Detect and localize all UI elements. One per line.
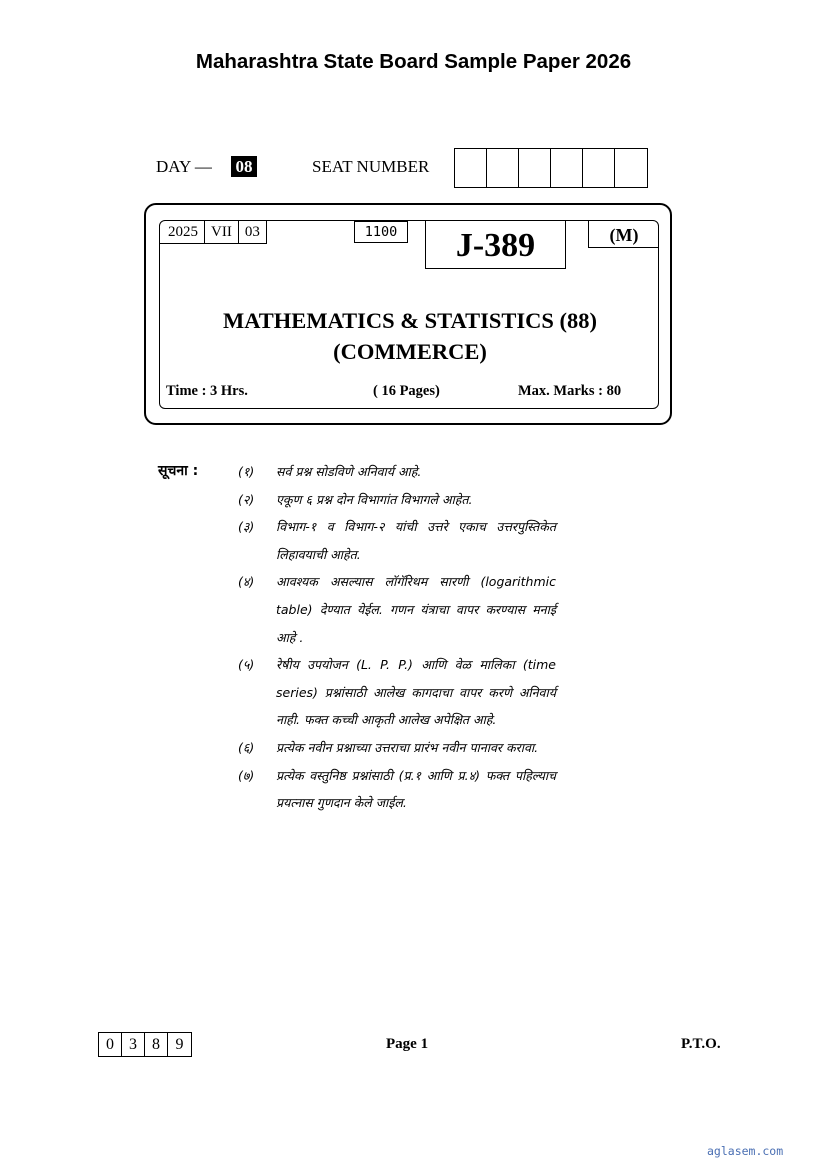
instruction-text: सर्व प्रश्न सोडविणे अनिवार्य आहे. [276,464,422,479]
instruction-text: आवश्यक असल्यास लॉगॅरिथम सारणी (logarithmic table) देण्यात येईल. गणन यंत्राचा वापर करण्यास मनाई आहे . [276,574,556,645]
footer-paper-code [98,1032,192,1057]
seat-number-label: SEAT NUMBER [312,157,430,176]
instruction-number: (७) [238,767,255,783]
page-count: ( 16 Pages) [373,383,440,399]
subject-title [160,305,660,367]
medium-box: (M) [588,221,659,248]
page-heading: Maharashtra State Board Sample Paper 2026 [195,50,632,73]
seat-number-cell[interactable] [487,149,519,187]
instruction-text: रेषीय उपयोजन (L. P. P.) आणि वेळ मालिका (time series) प्रश्नांसाठी आलेख कागदाचा वापर करणे अनिवार्य नाही. फक्त कच्ची आकृती आलेख अपेक्षित आहे. [276,657,556,728]
max-marks: Max. Marks : 80 [518,383,622,399]
footer-code-digit: 0 [99,1033,122,1056]
exam-code-strip [160,221,267,244]
exam-session: 03 [238,221,266,243]
instruction-number: (५) [238,657,255,673]
instruction-item [238,458,558,486]
subject-line-2: (COMMERCE) [333,339,487,364]
please-turn-over: P.T.O. [681,1036,721,1052]
subject-line-1: MATHEMATICS & STATISTICS (88) [222,308,597,333]
paper-code: J-389 [425,221,566,269]
day-label: DAY — [156,157,212,176]
instruction-number: (२) [238,491,255,507]
seat-number-cell[interactable] [551,149,583,187]
instruction-item [238,513,558,568]
watermark: aglasem.com [707,1144,784,1158]
exam-number-box: 1100 [354,221,408,243]
instruction-text: एकूण ६ प्रश्न दोन विभागांत विभागले आहेत. [276,491,473,507]
instructions-label: सूचना : [158,463,199,479]
instruction-text: प्रत्येक नवीन प्रश्नाच्या उत्तराचा प्रारंभ नवीन पानावर करावा. [276,739,539,755]
footer-code-digit: 3 [122,1033,145,1056]
instruction-text: प्रत्येक वस्तुनिष्ठ प्रश्नांसाठी (प्र.१ आणि प्र.४) फक्त पहिल्याच प्रयत्नास गुणदान केले जाईल. [276,767,556,811]
exam-year: 2025 [168,224,198,240]
instructions-list [238,458,558,817]
instruction-item [238,486,558,514]
instruction-item [238,651,558,734]
instruction-text: विभाग-१ व विभाग-२ यांची उत्तरे एकाच उत्तरपुस्तिकेत लिहावयाची आहेत. [276,519,556,562]
exam-month: VII [204,221,238,243]
seat-number-cell[interactable] [455,149,487,187]
seat-number-cell[interactable] [519,149,551,187]
instruction-number: (१) [238,464,255,479]
page-number: Page 1 [386,1036,429,1052]
seat-number-cell[interactable] [615,149,647,187]
time-duration: Time : 3 Hrs. [166,383,248,399]
instruction-item [238,734,558,762]
instruction-number: (६) [238,739,255,755]
instruction-item [238,568,558,651]
seat-number-boxes[interactable] [454,148,648,188]
instruction-number: (३) [238,519,255,535]
instruction-number: (४) [238,574,255,590]
day-value: 08 [231,156,257,177]
seat-number-cell[interactable] [583,149,615,187]
footer-code-digit: 8 [145,1033,168,1056]
instruction-item [238,762,558,817]
footer-code-digit: 9 [175,1036,184,1053]
